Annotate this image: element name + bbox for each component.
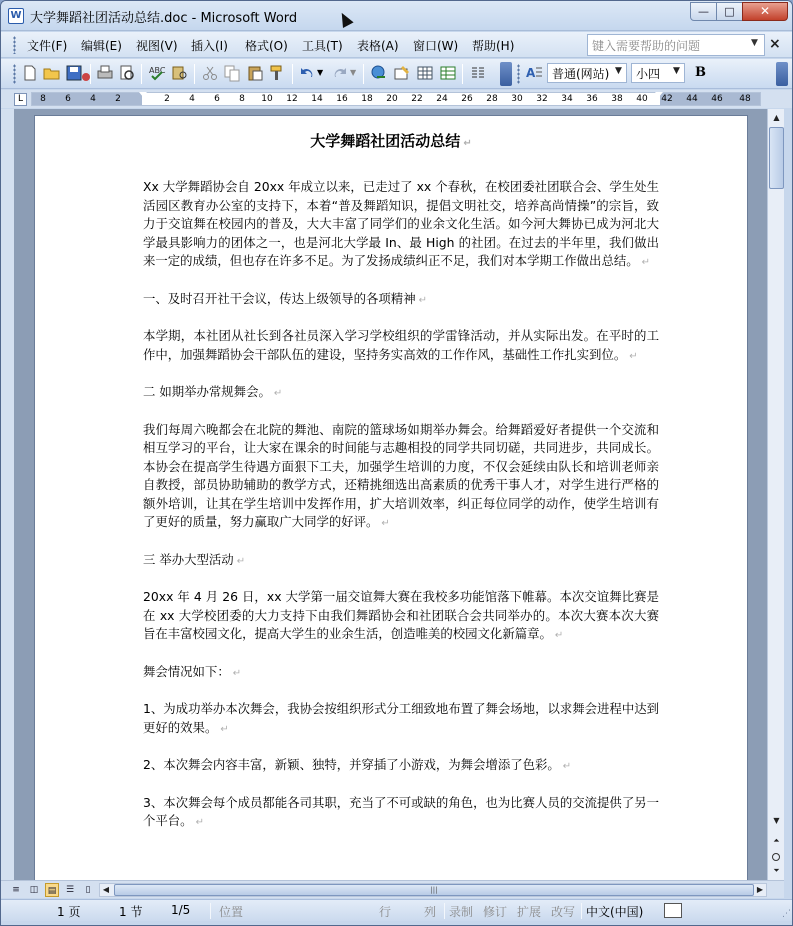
reading-layout-icon[interactable]: ▯ bbox=[85, 885, 91, 895]
status-overtype[interactable]: 改写 bbox=[551, 905, 576, 919]
menu-tools[interactable]: 工具(T) bbox=[302, 39, 343, 53]
font-size-select[interactable]: 小四 bbox=[631, 63, 685, 83]
spelling-status-icon[interactable] bbox=[664, 903, 682, 918]
menu-format[interactable]: 格式(O) bbox=[245, 39, 288, 53]
insert-table-icon[interactable] bbox=[416, 64, 434, 82]
document-close-button[interactable]: × bbox=[769, 36, 781, 52]
ruler-label: 30 bbox=[511, 94, 523, 104]
help-search-input[interactable]: 键入需要帮助的问题 bbox=[587, 34, 765, 56]
ruler-label: 10 bbox=[261, 94, 273, 104]
toolbar-grip-icon[interactable] bbox=[13, 64, 16, 84]
document-body[interactable] bbox=[143, 178, 659, 850]
toolbar-grip-icon[interactable] bbox=[517, 64, 520, 84]
window-controls bbox=[691, 2, 788, 22]
ruler-label: 32 bbox=[536, 94, 548, 104]
ruler-label: 4 bbox=[189, 94, 195, 104]
ruler-label: 48 bbox=[739, 94, 751, 104]
ruler-label: 6 bbox=[214, 94, 220, 104]
horizontal-ruler[interactable] bbox=[31, 92, 761, 106]
scroll-up-icon[interactable]: ▲ bbox=[773, 113, 780, 122]
ruler-label: 6 bbox=[65, 94, 71, 104]
scroll-left-icon[interactable]: ◀ bbox=[102, 885, 110, 894]
styles-formatting-icon[interactable] bbox=[525, 64, 543, 82]
redo-icon[interactable] bbox=[331, 64, 349, 82]
horizontal-scrollbar[interactable] bbox=[99, 883, 767, 897]
vertical-ruler bbox=[1, 109, 14, 880]
open-icon[interactable] bbox=[43, 64, 61, 82]
status-separator bbox=[444, 903, 445, 919]
toolbar-separator bbox=[363, 64, 364, 84]
select-browse-object-icon[interactable] bbox=[772, 853, 780, 861]
toolbar-options-button[interactable] bbox=[500, 62, 512, 86]
status-column[interactable]: 列 bbox=[424, 905, 437, 919]
status-bar bbox=[1, 899, 793, 921]
menu-file[interactable]: 文件(F) bbox=[27, 39, 68, 53]
minimize-button[interactable]: — bbox=[690, 2, 717, 21]
ruler-label: 36 bbox=[586, 94, 598, 104]
vertical-scroll-thumb[interactable] bbox=[769, 127, 784, 189]
toolbar-separator bbox=[141, 64, 142, 84]
paragraph[interactable]: 二 如期举办常规舞会。 ↵ bbox=[143, 384, 283, 399]
copy-icon[interactable] bbox=[223, 64, 241, 82]
bold-button[interactable]: B bbox=[695, 65, 706, 80]
print-icon[interactable] bbox=[96, 64, 114, 82]
paragraph[interactable]: 三 举办大型活动 ↵ bbox=[143, 551, 246, 567]
status-section[interactable]: 1 节 bbox=[119, 905, 143, 919]
menu-table[interactable]: 表格(A) bbox=[357, 39, 399, 53]
status-line[interactable]: 行 bbox=[379, 905, 392, 919]
tab-selector-button[interactable]: L bbox=[14, 93, 27, 106]
font-size-dropdown-icon[interactable]: ▼ bbox=[673, 66, 680, 76]
ruler-label: 38 bbox=[611, 94, 623, 104]
menu-window[interactable]: 窗口(W) bbox=[413, 39, 459, 53]
first-line-indent-marker[interactable] bbox=[139, 92, 147, 97]
style-select[interactable]: 普通(网站) bbox=[547, 63, 627, 83]
paragraph[interactable]: 20xx 年 4 月 26 日，xx 大学第一届交谊舞大赛在我校多功能馆落下帷幕。本次交谊舞比赛是在 xx 大学校团委的大力支持下由我们舞蹈协会和社团联合会共同举办的。本次大赛本次大赛旨在丰富校园文化，提高大学生的业余生活，创造唯美的校园文化新篇章。 ↵ bbox=[143, 589, 659, 641]
status-extend[interactable]: 扩展 bbox=[517, 905, 542, 919]
next-page-icon[interactable]: ⏷ bbox=[773, 866, 780, 875]
vertical-scrollbar[interactable] bbox=[767, 109, 784, 880]
ruler-label: 26 bbox=[461, 94, 473, 104]
ruler-label: 34 bbox=[561, 94, 573, 104]
outline-view-icon[interactable]: ☰ bbox=[65, 885, 75, 895]
status-language[interactable]: 中文(中国) bbox=[586, 905, 644, 919]
style-dropdown-icon[interactable]: ▼ bbox=[615, 66, 622, 76]
close-button[interactable]: ✕ bbox=[742, 2, 788, 21]
document-area[interactable] bbox=[14, 109, 767, 880]
svg-text:ABC: ABC bbox=[149, 66, 166, 75]
paste-icon[interactable] bbox=[246, 64, 264, 82]
tables-borders-icon[interactable] bbox=[393, 64, 411, 82]
formatting-toolbar bbox=[1, 59, 793, 89]
insert-excel-icon[interactable] bbox=[439, 64, 457, 82]
document-page[interactable] bbox=[34, 115, 748, 880]
undo-dropdown-icon[interactable]: ▼ bbox=[317, 68, 324, 77]
paragraph[interactable]: 我们每周六晚都会在北院的舞池、南院的篮球场如期举办舞会。给舞蹈爱好者提供一个交流和相互学习的平台，让大家在课余的时间能与志趣相投的同学共同切磋，共同进步，共同成长。本协会在提高学生待遇方面狠下工夫，加强学生培训的力度，不仅会延续由队长和培训老师亲自教授，部员协助辅助的教学方式，还精挑细选出高素质的优秀干事人才，对学生进行严格的额外培训，让其在学生培训中发挥作用，扩大培训效率，纠正每位同学的动作，使学生培训有了更好的质量，努力赢取广大同学的好评。 ↵ bbox=[143, 421, 659, 529]
status-track-changes[interactable]: 修订 bbox=[483, 905, 508, 919]
maximize-button[interactable]: □ bbox=[716, 2, 743, 21]
menu-insert[interactable]: 插入(I) bbox=[191, 39, 228, 53]
permission-icon[interactable] bbox=[73, 64, 91, 82]
status-separator bbox=[210, 903, 211, 919]
paragraph[interactable]: 本学期，本社团从社长到各社员深入学习学校组织的学雷锋活动，并从实际出发。在平时的工作中，加强舞蹈协会干部队伍的建设，坚持务实高效的工作作风，基础性工作扎实到位。 ↵ bbox=[143, 328, 659, 362]
title-bar bbox=[1, 1, 793, 31]
hyperlink-icon[interactable] bbox=[370, 64, 388, 82]
ruler-label: 8 bbox=[239, 94, 245, 104]
toolbar-separator bbox=[90, 64, 91, 84]
ruler-row bbox=[1, 90, 793, 108]
ruler-label: 20 bbox=[386, 94, 398, 104]
status-page[interactable]: 1 页 bbox=[57, 905, 81, 919]
window-title: 大学舞蹈社团活动总结.doc - Microsoft Word bbox=[30, 11, 298, 26]
ruler-label: 44 bbox=[686, 94, 698, 104]
normal-view-icon[interactable]: ≡ bbox=[12, 885, 20, 895]
toolbar-separator bbox=[292, 64, 293, 84]
ruler-label: 16 bbox=[336, 94, 348, 104]
ruler-label: 4 bbox=[90, 94, 96, 104]
ruler-label: 8 bbox=[40, 94, 46, 104]
print-layout-icon[interactable]: ▤ bbox=[45, 883, 59, 897]
resize-grip-icon[interactable]: ⋰ bbox=[782, 909, 791, 919]
paragraph[interactable]: 1、为成功举办本次舞会，我协会按组织形式分工细致地布置了舞会场地，以求舞会进程中达到更好的效果。 ↵ bbox=[143, 701, 659, 735]
paragraph[interactable]: 3、本次舞会每个成员都能各司其职，充当了不可或缺的角色，也为比赛人员的交流提供了另一个平台。 ↵ bbox=[143, 794, 659, 828]
format-painter-icon[interactable] bbox=[268, 64, 286, 82]
view-bar bbox=[1, 880, 784, 898]
word-app-icon[interactable]: W bbox=[8, 8, 24, 24]
paragraph[interactable]: Xx 大学舞蹈协会自 20xx 年成立以来，已走过了 xx 个春秋，在校团委社团联合会、学生处生活园区教育办公室的支持下，本着“普及舞蹈知识，提倡文明社交，培养高尚情操”的宗旨，致力于交谊舞在校园内的普及，大大丰富了同学们的业余文化生活。如今河大舞协已成为河北大学最具影响力的团体之一，也是河北大学最 In、最 High 的社团。在过去的半年里，我们做出来一定的成绩，但也存在许多不足。为了发扬成绩纠正不足，我们对本学期工作做出总结。 ↵ bbox=[143, 179, 659, 268]
redo-dropdown-icon[interactable]: ▼ bbox=[350, 68, 357, 77]
status-record[interactable]: 录制 bbox=[449, 905, 474, 919]
ruler-label: 22 bbox=[411, 94, 423, 104]
ruler-label: 24 bbox=[436, 94, 448, 104]
cut-icon[interactable] bbox=[201, 64, 219, 82]
spelling-icon[interactable] bbox=[148, 64, 166, 82]
menubar-grip-icon[interactable] bbox=[13, 36, 16, 54]
ruler-label: 46 bbox=[711, 94, 723, 104]
toolbar-options-button-2[interactable] bbox=[776, 62, 788, 86]
menu-view[interactable]: 视图(V) bbox=[136, 39, 178, 53]
undo-icon[interactable] bbox=[298, 64, 316, 82]
ruler-label: 42 bbox=[661, 94, 673, 104]
paragraph[interactable]: 一、及时召开社干会议，传达上级领导的各项精神 ↵ bbox=[143, 290, 427, 306]
ruler-label: 2 bbox=[164, 94, 170, 104]
ruler-label: 14 bbox=[311, 94, 323, 104]
menu-edit[interactable]: 编辑(E) bbox=[81, 39, 122, 53]
horizontal-scroll-thumb[interactable]: ||| bbox=[114, 884, 754, 896]
print-preview-icon[interactable] bbox=[118, 64, 136, 82]
svg-text:A: A bbox=[526, 66, 536, 80]
ruler-label: 2 bbox=[115, 94, 121, 104]
columns-icon[interactable] bbox=[469, 64, 487, 82]
paragraph[interactable]: 舞会情况如下： ↵ bbox=[143, 663, 242, 679]
previous-page-icon[interactable]: ⏶ bbox=[773, 836, 780, 845]
status-separator bbox=[581, 903, 582, 919]
ruler-label: 12 bbox=[286, 94, 298, 104]
ruler-label: 28 bbox=[486, 94, 498, 104]
menu-help[interactable]: 帮助(H) bbox=[472, 39, 515, 53]
new-doc-icon[interactable] bbox=[21, 64, 39, 82]
scroll-right-icon[interactable]: ▶ bbox=[756, 885, 764, 894]
scroll-down-icon[interactable]: ▼ bbox=[773, 816, 780, 825]
help-dropdown-icon[interactable]: ▼ bbox=[751, 38, 758, 48]
ruler-label: 40 bbox=[636, 94, 648, 104]
status-position[interactable]: 位置 bbox=[219, 905, 244, 919]
toolbar-separator bbox=[462, 64, 463, 84]
toolbar-separator bbox=[194, 64, 195, 84]
ruler-label: 18 bbox=[361, 94, 373, 104]
web-layout-icon[interactable]: ◫ bbox=[29, 885, 39, 895]
ruler-left-margin bbox=[32, 93, 142, 105]
document-title[interactable]: 大学舞蹈社团活动总结 ↵ bbox=[310, 132, 472, 150]
status-page-of[interactable]: 1/5 bbox=[171, 903, 191, 917]
paragraph[interactable]: 2、本次舞会内容丰富，新颖、独特，并穿插了小游戏，为舞会增添了色彩。 ↵ bbox=[143, 757, 572, 772]
research-icon[interactable] bbox=[171, 64, 189, 82]
